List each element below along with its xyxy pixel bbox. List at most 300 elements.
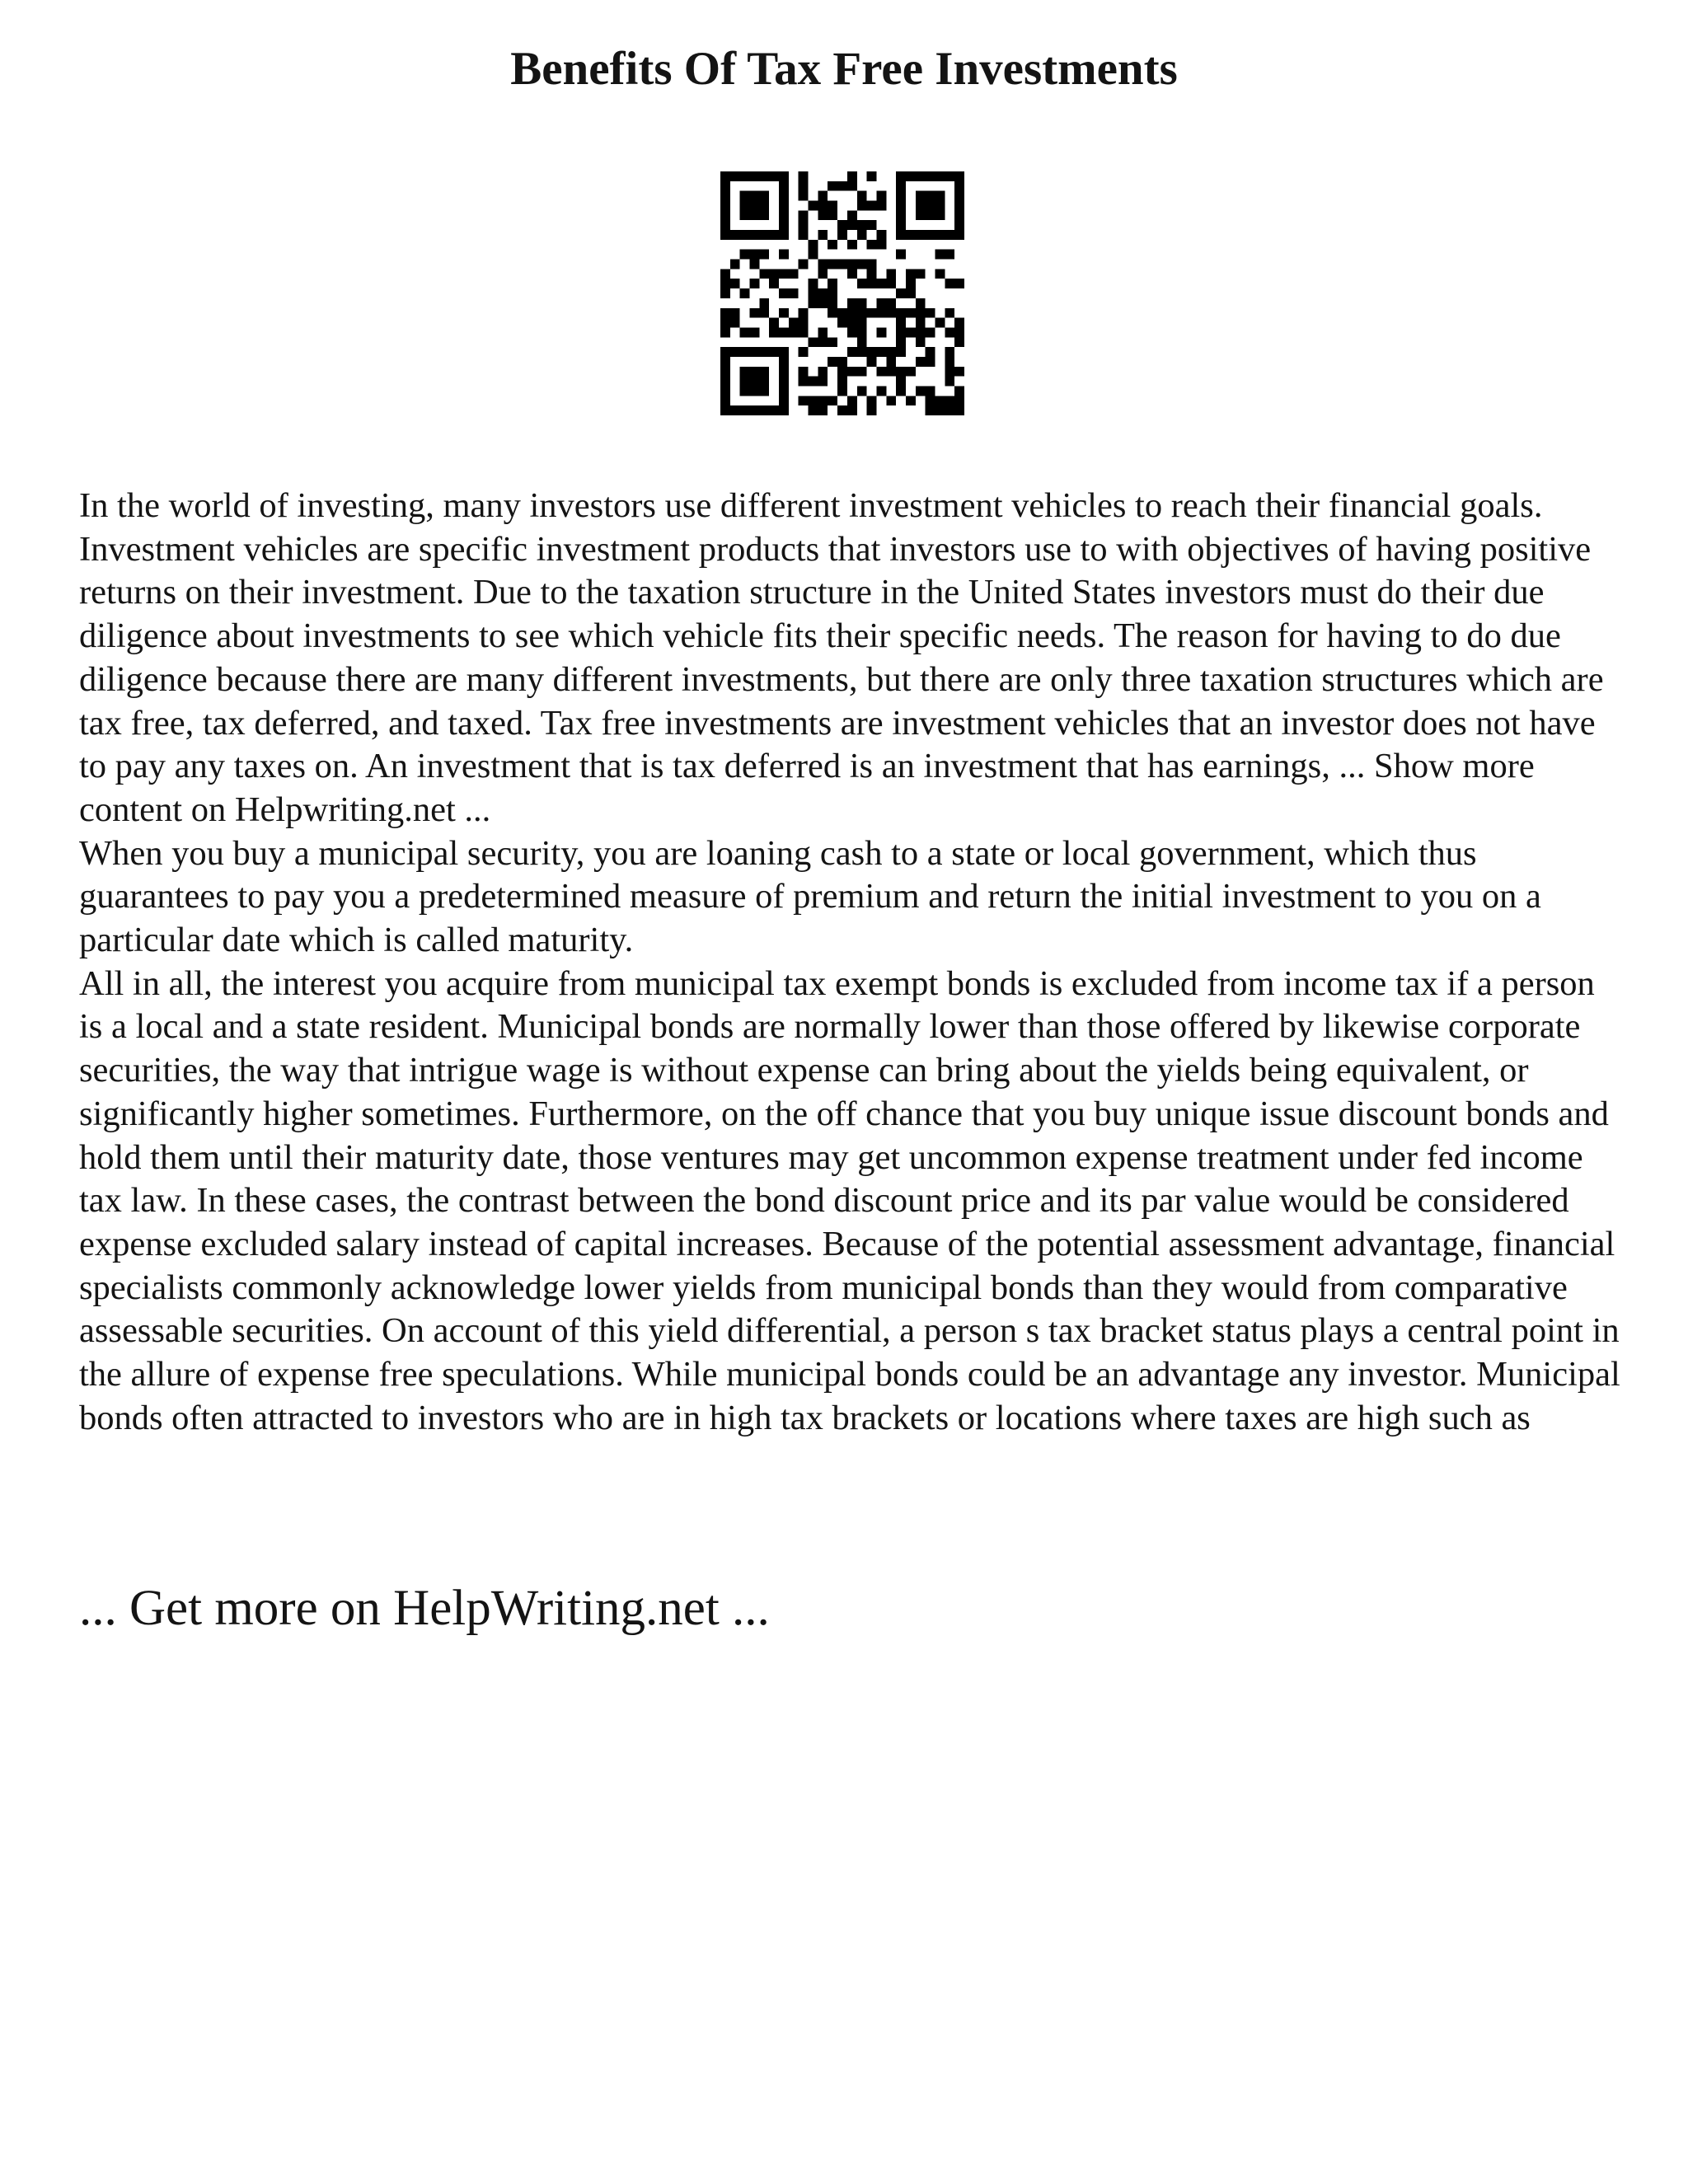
qr-module	[926, 201, 935, 211]
qr-module	[779, 288, 789, 298]
qr-module	[876, 279, 886, 288]
qr-module	[818, 405, 828, 415]
qr-module	[857, 337, 867, 347]
qr-module	[750, 250, 760, 260]
qr-module	[876, 367, 886, 377]
qr-module	[759, 367, 769, 377]
qr-module	[818, 260, 828, 269]
qr-module	[916, 191, 926, 201]
qr-module	[896, 181, 906, 191]
qr-module	[818, 377, 828, 387]
qr-module	[730, 347, 740, 357]
qr-module	[750, 171, 760, 181]
qr-module	[896, 171, 906, 181]
qr-module	[945, 357, 954, 367]
qr-module	[876, 240, 886, 250]
qr-module	[828, 201, 837, 211]
qr-module	[799, 260, 809, 269]
qr-module	[896, 308, 906, 318]
qr-module	[906, 308, 916, 318]
qr-module	[886, 308, 896, 318]
qr-module	[867, 279, 877, 288]
qr-module	[916, 318, 926, 328]
qr-module	[720, 191, 730, 201]
qr-module	[759, 201, 769, 211]
qr-module	[886, 367, 896, 377]
qr-module	[769, 269, 779, 279]
qr-module	[779, 250, 789, 260]
qr-module	[896, 220, 906, 230]
qr-module	[896, 230, 906, 240]
qr-module	[837, 357, 847, 367]
qr-module	[809, 240, 818, 250]
qr-module	[847, 181, 857, 191]
qr-module	[886, 347, 896, 357]
qr-module	[857, 260, 867, 269]
qr-module	[750, 308, 760, 318]
qr-module	[809, 405, 818, 415]
qr-module	[954, 220, 964, 230]
qr-module	[837, 367, 847, 377]
qr-module	[837, 308, 847, 318]
qr-module	[740, 210, 750, 220]
qr-code-icon	[720, 171, 964, 415]
qr-module	[906, 230, 916, 240]
qr-module	[847, 260, 857, 269]
qr-module	[828, 308, 837, 318]
qr-module	[906, 171, 916, 181]
qr-module	[857, 191, 867, 201]
qr-module	[847, 308, 857, 318]
qr-module	[818, 191, 828, 201]
qr-module	[789, 288, 799, 298]
qr-module	[750, 367, 760, 377]
qr-module	[720, 220, 730, 230]
qr-module	[759, 250, 769, 260]
qr-module	[867, 201, 877, 211]
qr-module	[867, 357, 877, 367]
qr-module	[876, 230, 886, 240]
qr-module	[935, 171, 945, 181]
qr-module	[759, 171, 769, 181]
qr-module	[935, 201, 945, 211]
qr-module	[818, 298, 828, 308]
qr-module	[945, 230, 954, 240]
qr-module	[876, 298, 886, 308]
qr-module	[847, 171, 857, 181]
qr-module	[896, 367, 906, 377]
qr-module	[896, 288, 906, 298]
qr-module	[720, 396, 730, 405]
qr-module	[799, 220, 809, 230]
qr-module	[837, 220, 847, 230]
qr-module	[818, 337, 828, 347]
qr-module	[847, 210, 857, 220]
qr-module	[847, 269, 857, 279]
qr-module	[750, 191, 760, 201]
qr-module	[779, 210, 789, 220]
qr-module	[828, 337, 837, 347]
qr-module	[779, 181, 789, 191]
qr-module	[906, 327, 916, 337]
qr-module	[809, 396, 818, 405]
qr-module	[926, 357, 935, 367]
qr-module	[799, 367, 809, 377]
qr-module	[935, 230, 945, 240]
qr-module	[779, 308, 789, 318]
paragraph-intro: In the world of investing, many investors use different investment vehicles to reach their financial goals. Investment vehicles are specific investment products that investors use to with objectives of having positive returns on their investment. Due to the taxation structure in the United States investors must do their due diligence about investments to see which vehicle fits their specific needs. The reason for having to do due diligence because there are many different investments, but there are only three taxation structures which are tax free, tax deferred, and taxed. Tax free investments are investment vehicles that an investor does not have to pay any taxes on. An investment that is tax deferred is an investment that has earnings, ... Show more content on Helpwriting.net ...	[79, 486, 1604, 829]
qr-module	[720, 230, 730, 240]
qr-module	[916, 201, 926, 211]
qr-module	[779, 396, 789, 405]
qr-module	[789, 318, 799, 328]
qr-module	[779, 201, 789, 211]
qr-module	[799, 327, 809, 337]
qr-module	[847, 220, 857, 230]
qr-module	[935, 269, 945, 279]
qr-module	[945, 171, 954, 181]
qr-module	[857, 230, 867, 240]
qr-module	[886, 357, 896, 367]
qr-module	[837, 181, 847, 191]
qr-module	[720, 288, 730, 298]
paragraph-tax-exempt-bonds: All in all, the interest you acquire from municipal tax exempt bonds is excluded from income tax if a person is a local and a state resident. Municipal bonds are normally lower than those offered by likewise corporate securities, the way that intrigue wage is without expense can bring about the yields being equivalent, or significantly higher sometimes. Furthermore, on the off chance that you buy unique issue discount bonds and hold them until their maturity date, those ventures may get uncommon expense treatment under fed income tax law. In these cases, the contrast between the bond discount price and its par value would be considered expense excluded salary instead of capital increases. Because of the potential assessment advantage, financial specialists commonly acknowledge lower yields from municipal bonds than they would from comparative assessable securities. On account of this yield differential, a person s tax bracket status plays a central point in the allure of expense free speculations. While municipal bonds could be an advantage any investor. Municipal bonds often attracted to investors who are in high tax brackets or locations where taxes are high such as	[79, 963, 1620, 1437]
qr-module	[945, 396, 954, 405]
qr-module	[935, 318, 945, 328]
qr-module	[750, 327, 760, 337]
qr-module	[954, 386, 964, 396]
qr-module	[759, 210, 769, 220]
qr-module	[896, 210, 906, 220]
qr-module	[740, 171, 750, 181]
qr-module	[876, 386, 886, 396]
qr-module	[759, 377, 769, 387]
qr-module	[935, 396, 945, 405]
qr-module	[857, 347, 867, 357]
qr-module	[799, 210, 809, 220]
qr-module	[750, 386, 760, 396]
qr-module	[730, 279, 740, 288]
qr-module	[769, 327, 779, 337]
qr-module	[818, 210, 828, 220]
qr-module	[799, 377, 809, 387]
qr-module	[759, 347, 769, 357]
qr-module	[828, 181, 837, 191]
qr-module	[867, 220, 877, 230]
qr-module	[740, 288, 750, 298]
qr-module	[876, 191, 886, 201]
qr-module	[954, 191, 964, 201]
qr-module	[720, 210, 730, 220]
qr-module	[730, 260, 740, 269]
qr-module	[779, 357, 789, 367]
qr-module	[876, 201, 886, 211]
article-body	[79, 485, 1622, 1440]
qr-module	[935, 405, 945, 415]
qr-module	[799, 191, 809, 201]
qr-module	[809, 298, 818, 308]
qr-module	[799, 308, 809, 318]
qr-module	[779, 367, 789, 377]
qr-module	[847, 367, 857, 377]
qr-module	[867, 260, 877, 269]
qr-module	[809, 250, 818, 260]
qr-module	[818, 327, 828, 337]
qr-module	[750, 377, 760, 387]
qr-module	[847, 298, 857, 308]
qr-module	[779, 191, 789, 201]
qr-module	[759, 269, 769, 279]
qr-module	[730, 318, 740, 328]
qr-module	[750, 405, 760, 415]
qr-module	[779, 347, 789, 357]
qr-module	[809, 337, 818, 347]
qr-module	[818, 269, 828, 279]
qr-module	[954, 279, 964, 288]
qr-module	[926, 386, 935, 396]
qr-module	[857, 308, 867, 318]
qr-module	[857, 201, 867, 211]
qr-module	[750, 347, 760, 357]
qr-module	[954, 337, 964, 347]
qr-module	[867, 405, 877, 415]
qr-module	[828, 396, 837, 405]
qr-module	[799, 171, 809, 181]
qr-module	[916, 298, 926, 308]
qr-module	[818, 201, 828, 211]
qr-module	[896, 337, 906, 347]
qr-module	[740, 201, 750, 211]
qr-module	[740, 377, 750, 387]
qr-module	[945, 367, 954, 377]
qr-module	[828, 357, 837, 367]
qr-module	[720, 181, 730, 191]
qr-module	[837, 260, 847, 269]
qr-module	[916, 337, 926, 347]
qr-module	[926, 347, 935, 357]
qr-module	[896, 377, 906, 387]
qr-module	[759, 230, 769, 240]
qr-module	[954, 327, 964, 337]
qr-module	[945, 405, 954, 415]
qr-module	[720, 377, 730, 387]
qr-module	[906, 396, 916, 405]
qr-module	[945, 250, 954, 260]
qr-module	[896, 250, 906, 260]
qr-module	[847, 327, 857, 337]
qr-module	[847, 240, 857, 250]
qr-module	[828, 298, 837, 308]
qr-module	[750, 201, 760, 211]
qr-module	[916, 171, 926, 181]
qr-module	[720, 201, 730, 211]
qr-module	[954, 171, 964, 181]
qr-module	[759, 405, 769, 415]
qr-module	[759, 298, 769, 308]
qr-module	[809, 279, 818, 288]
qr-code-graphic	[720, 171, 964, 415]
qr-module	[867, 240, 877, 250]
qr-module	[779, 220, 789, 230]
qr-module	[720, 269, 730, 279]
qr-module	[867, 396, 877, 405]
qr-module	[818, 288, 828, 298]
get-more-link[interactable]: ... Get more on HelpWriting.net ...	[79, 1581, 770, 1636]
qr-module	[926, 191, 935, 201]
qr-module	[769, 230, 779, 240]
qr-module	[720, 347, 730, 357]
qr-module	[867, 269, 877, 279]
qr-module	[740, 386, 750, 396]
qr-module	[847, 396, 857, 405]
qr-module	[779, 386, 789, 396]
qr-module	[867, 347, 877, 357]
qr-module	[954, 181, 964, 191]
qr-module	[818, 396, 828, 405]
qr-module	[828, 288, 837, 298]
qr-module	[799, 318, 809, 328]
qr-module	[769, 318, 779, 328]
qr-module	[916, 308, 926, 318]
qr-module	[750, 260, 760, 269]
qr-module	[926, 405, 935, 415]
qr-module	[926, 327, 935, 337]
paragraph-municipal-security: When you buy a municipal security, you are loaning cash to a state or local government, which thus guarantees to pay you a predetermined measure of premium and return the initial investment to you on a particular date which is called maturity.	[79, 833, 1541, 960]
qr-module	[906, 279, 916, 288]
qr-module	[954, 396, 964, 405]
qr-module	[847, 318, 857, 328]
qr-module	[720, 386, 730, 396]
qr-module	[779, 230, 789, 240]
qr-module	[789, 269, 799, 279]
qr-module	[809, 201, 818, 211]
qr-module	[906, 367, 916, 377]
qr-module	[857, 279, 867, 288]
qr-module	[779, 269, 789, 279]
qr-module	[740, 327, 750, 337]
qr-module	[886, 269, 896, 279]
qr-module	[896, 386, 906, 396]
qr-module	[837, 377, 847, 387]
qr-module	[828, 279, 837, 288]
qr-module	[916, 386, 926, 396]
qr-module	[837, 230, 847, 240]
qr-module	[750, 210, 760, 220]
qr-module	[867, 308, 877, 318]
qr-module	[720, 318, 730, 328]
qr-module	[740, 191, 750, 201]
qr-module	[740, 367, 750, 377]
qr-module	[886, 279, 896, 288]
qr-module	[954, 367, 964, 377]
qr-module	[935, 191, 945, 201]
qr-module	[779, 405, 789, 415]
qr-module	[954, 318, 964, 328]
qr-module	[926, 210, 935, 220]
qr-module	[896, 191, 906, 201]
qr-module	[857, 327, 867, 337]
qr-module	[828, 210, 837, 220]
qr-module	[857, 367, 867, 377]
qr-module	[945, 308, 954, 318]
qr-module	[779, 377, 789, 387]
qr-module	[886, 298, 896, 308]
qr-module	[916, 357, 926, 367]
qr-module	[954, 201, 964, 211]
qr-module	[837, 318, 847, 328]
qr-module	[896, 318, 906, 328]
qr-module	[837, 405, 847, 415]
qr-module	[720, 367, 730, 377]
qr-module	[906, 269, 916, 279]
qr-module	[730, 308, 740, 318]
qr-module	[779, 171, 789, 181]
qr-module	[720, 357, 730, 367]
qr-module	[896, 201, 906, 211]
qr-module	[799, 230, 809, 240]
qr-module	[779, 327, 789, 337]
qr-module	[945, 347, 954, 357]
qr-module	[809, 288, 818, 298]
qr-module	[857, 318, 867, 328]
qr-module	[945, 377, 954, 387]
qr-module	[954, 210, 964, 220]
qr-module	[896, 347, 906, 357]
qr-module	[818, 367, 828, 377]
qr-module	[818, 230, 828, 240]
qr-module	[750, 230, 760, 240]
qr-module	[916, 210, 926, 220]
qr-module	[769, 347, 779, 357]
qr-module	[769, 405, 779, 415]
qr-module	[730, 171, 740, 181]
qr-module	[945, 279, 954, 288]
qr-module	[857, 220, 867, 230]
qr-module	[740, 347, 750, 357]
qr-module	[720, 171, 730, 181]
qr-module	[720, 308, 730, 318]
qr-module	[789, 327, 799, 337]
qr-module	[926, 308, 935, 318]
qr-module	[730, 230, 740, 240]
qr-module	[857, 298, 867, 308]
qr-module	[954, 230, 964, 240]
qr-module	[945, 327, 954, 337]
qr-module	[867, 171, 877, 181]
qr-module	[730, 405, 740, 415]
qr-module	[906, 288, 916, 298]
qr-module	[935, 210, 945, 220]
qr-module	[720, 327, 730, 337]
qr-module	[876, 347, 886, 357]
qr-module	[954, 405, 964, 415]
qr-module	[759, 308, 769, 318]
qr-module	[876, 327, 886, 337]
qr-module	[809, 377, 818, 387]
qr-module	[740, 250, 750, 260]
qr-module	[759, 191, 769, 201]
qr-module	[847, 347, 857, 357]
qr-module	[750, 279, 760, 288]
qr-module	[926, 171, 935, 181]
qr-module	[876, 308, 886, 318]
qr-module	[837, 386, 847, 396]
document-title: Benefits Of Tax Free Investments	[510, 43, 1178, 95]
qr-module	[740, 230, 750, 240]
qr-module	[916, 230, 926, 240]
qr-module	[799, 347, 809, 357]
qr-module	[886, 396, 896, 405]
